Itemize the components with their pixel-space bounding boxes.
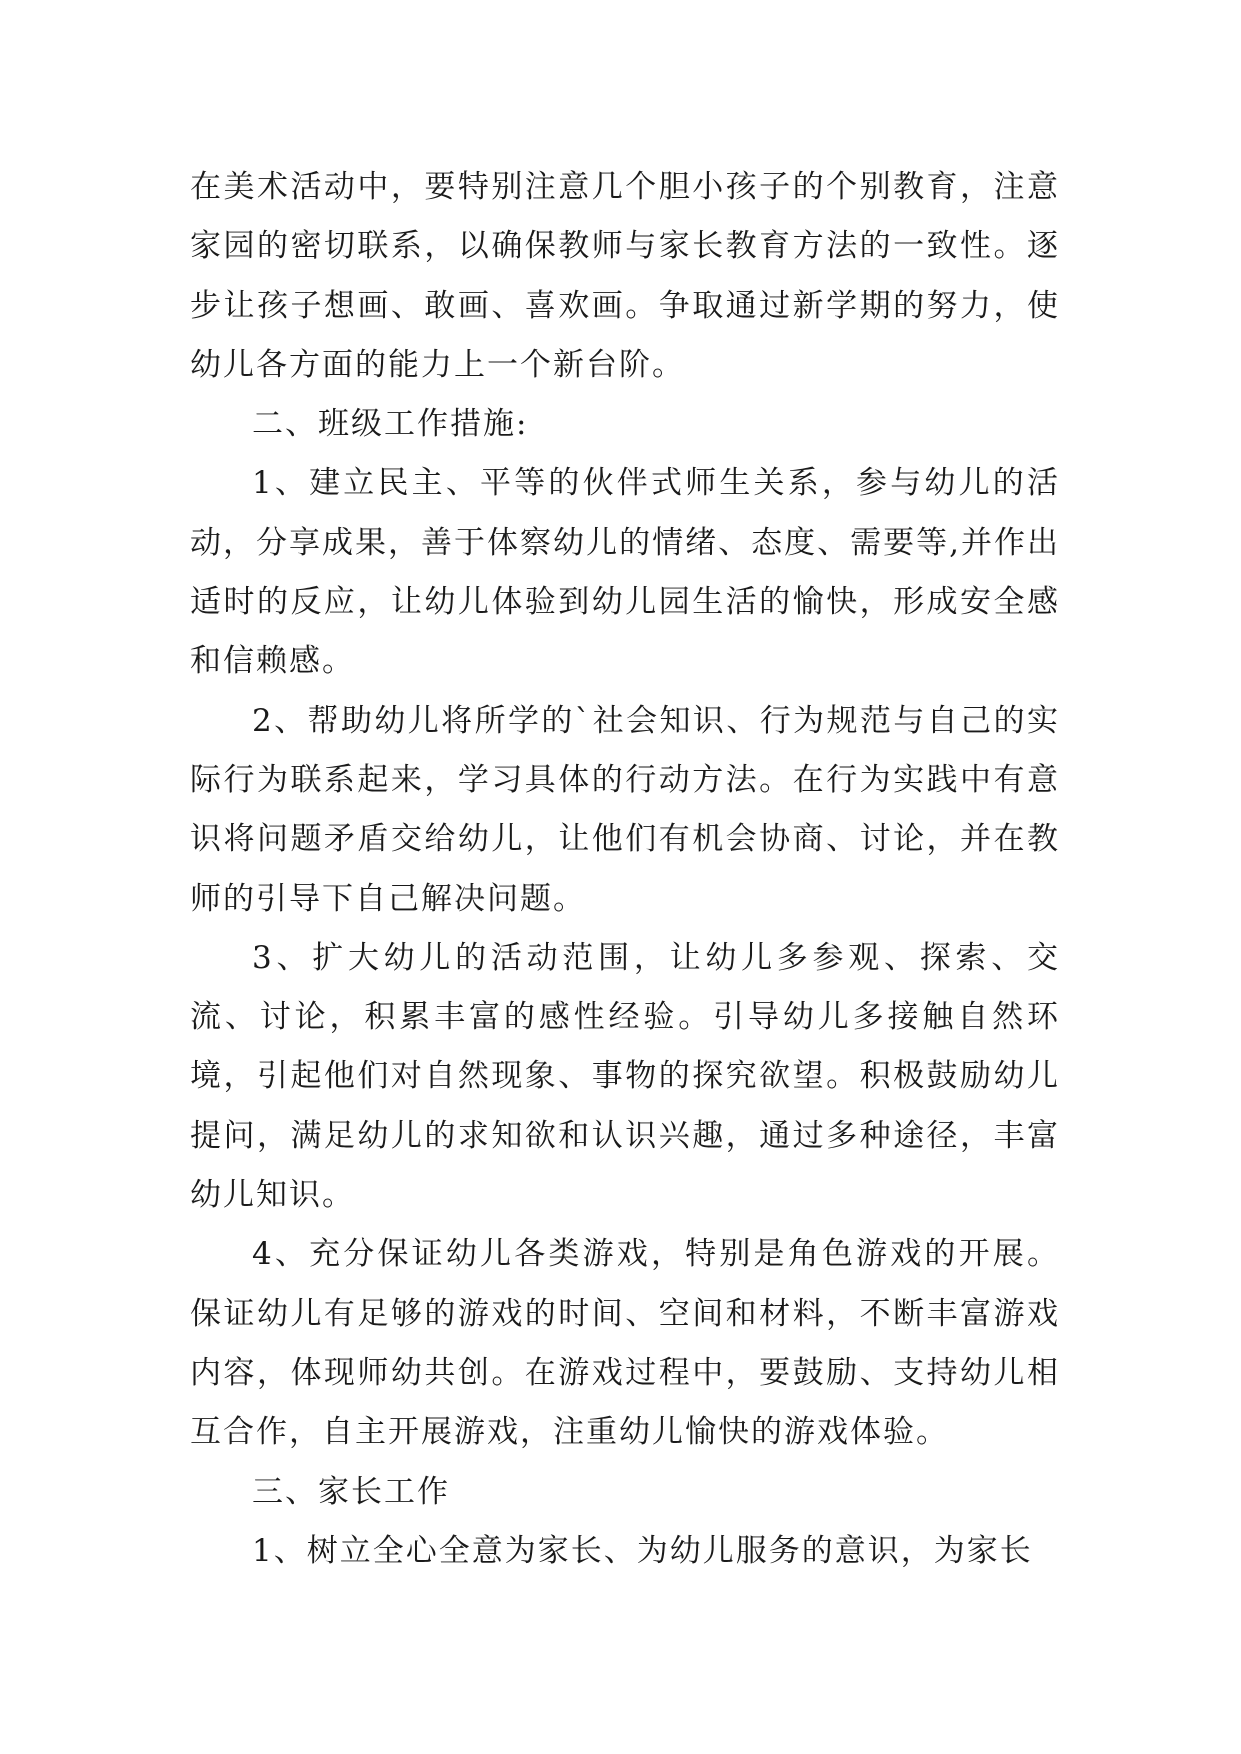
paragraph-measure-1: 1、建立民主、平等的伙伴式师生关系，参与幼儿的活动，分享成果，善于体察幼儿的情绪、态度、需要等,并作出适时的反应，让幼儿体验到幼儿园生活的愉快，形成安全感和信赖感。: [190, 465, 1060, 680]
paragraph-parent-work-1: 1、树立全心全意为家长、为幼儿服务的意识，为家长: [252, 1532, 1033, 1569]
heading-parent-work: 三、家长工作: [252, 1473, 450, 1510]
paragraph-measure-2: 2、帮助幼儿将所学的`社会知识、行为规范与自己的实际行为联系起来，学习具体的行动方法。在行为实践中有意识将问题矛盾交给幼儿，让他们有机会协商、讨论，并在教师的引导下自己解决问题。: [190, 702, 1060, 917]
paragraph-art-activity: 在美术活动中，要特别注意几个胆小孩子的个别教育，注意家园的密切联系，以确保教师与家长教育方法的一致性。逐步让孩子想画、敢画、喜欢画。争取通过新学期的努力，使幼儿各方面的能力上一个新台阶。: [190, 169, 1060, 383]
heading-class-measures: 二、班级工作措施:: [252, 406, 529, 443]
paragraph-measure-3: 3、扩大幼儿的活动范围，让幼儿多参观、探索、交流、讨论，积累丰富的感性经验。引导幼儿多接触自然环境，引起他们对自然现象、事物的探究欲望。积极鼓励幼儿提问，满足幼儿的求知欲和认识兴趣，通过多种途径，丰富幼儿知识。: [190, 939, 1060, 1214]
paragraph-measure-4: 4、充分保证幼儿各类游戏，特别是角色游戏的开展。保证幼儿有足够的游戏的时间、空间和材料，不断丰富游戏内容，体现师幼共创。在游戏过程中，要鼓励、支持幼儿相互合作，自主开展游戏，注重幼儿愉快的游戏体验。: [190, 1236, 1060, 1451]
document-body: [190, 158, 1060, 1581]
